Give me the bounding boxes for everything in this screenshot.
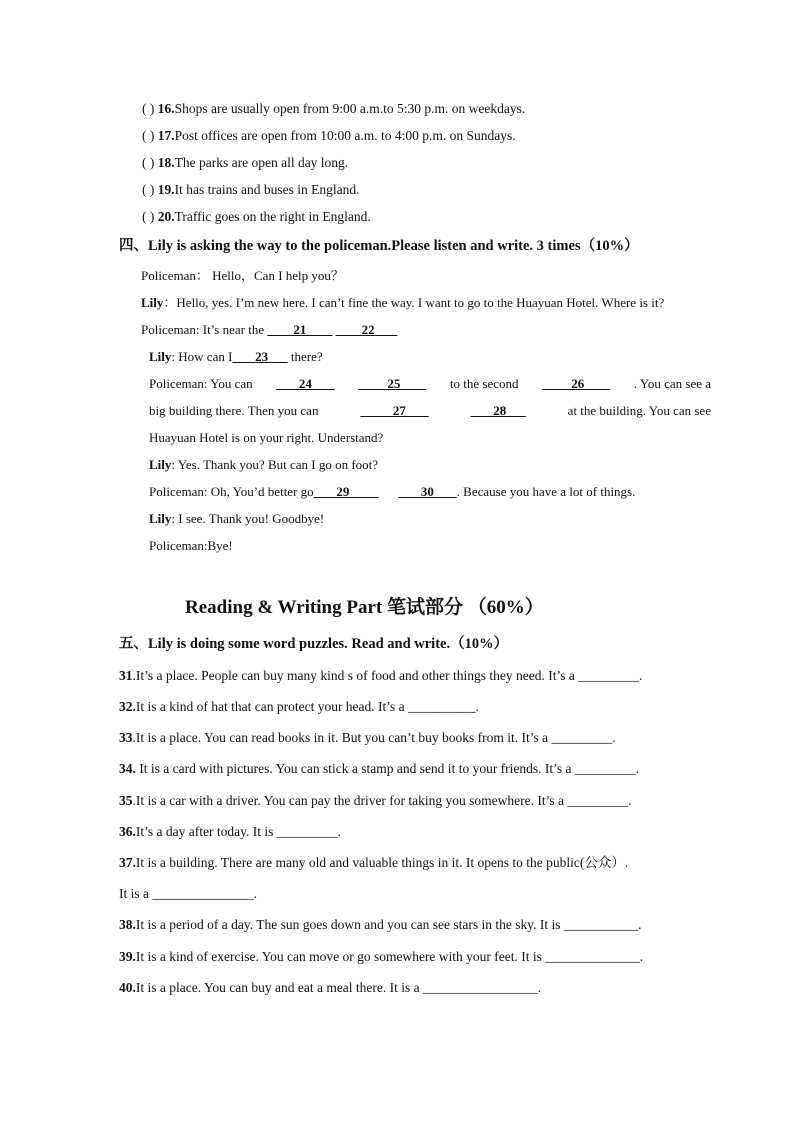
dialogue-line-9	[149, 483, 635, 501]
blank-25[interactable]	[358, 375, 426, 393]
dialogue-text: . Because you have a lot of things.	[456, 484, 636, 499]
blank-28[interactable]	[470, 402, 525, 420]
item-text[interactable]: .It is a place. You can read books in it. But you can’t buy books from it. It’s a _________.	[132, 730, 616, 745]
dialogue-line-2	[141, 294, 664, 312]
puzzle-item-38	[119, 916, 642, 934]
answer-parens[interactable]: ( )	[142, 182, 155, 197]
dialogue-line-8	[149, 456, 378, 474]
dialogue-line-5	[149, 375, 711, 393]
blank-26[interactable]	[542, 375, 610, 393]
blank-number: 25	[387, 376, 401, 391]
section-5-heading: 五、Lily is doing some word puzzles. Read and write.（10%）	[119, 636, 509, 652]
tf-item-17	[142, 127, 516, 145]
puzzle-item-39	[119, 948, 643, 966]
dialogue-text: Policeman: You can	[149, 376, 253, 391]
part-title: Reading & Writing Part 笔试部分 （60%）	[185, 597, 544, 618]
puzzle-item-35	[119, 792, 632, 810]
tf-item-20	[142, 208, 371, 226]
dialogue-line-4	[149, 348, 323, 366]
puzzle-item-34	[119, 760, 639, 778]
blank-27[interactable]	[360, 402, 428, 420]
item-text[interactable]: It is a _______________.	[119, 886, 257, 901]
tf-item-16	[142, 100, 525, 118]
item-text: Shops are usually open from 9:00 a.m.to 5:30 p.m. on weekdays.	[174, 101, 526, 116]
blank-21[interactable]	[267, 322, 332, 337]
speaker-lily: Lily	[141, 295, 164, 310]
answer-parens[interactable]: ( )	[142, 209, 155, 224]
speaker-lily: Lily	[149, 457, 172, 472]
item-text[interactable]: .It is a car with a driver. You can pay the driver for taking you somewhere. It’s a _________.	[132, 793, 632, 808]
item-text: Traffic goes on the right in England.	[174, 209, 371, 224]
dialogue-text: : Yes. Thank you? But can I go on foot?	[171, 457, 379, 472]
dialogue-line-7: Huayuan Hotel is on your right. Understand?	[149, 430, 384, 445]
item-text[interactable]: It’s a day after today. It is _________.	[135, 824, 341, 839]
speaker-lily: Lily	[149, 349, 172, 364]
dialogue-line-11: Policeman:Bye!	[149, 538, 233, 553]
puzzle-item-32	[119, 698, 479, 716]
blank-number: 21	[293, 322, 307, 337]
blank-29[interactable]	[314, 484, 379, 499]
blank-number: 29	[336, 484, 350, 499]
dialogue-text: big building there. Then you can	[149, 403, 319, 418]
dialogue-text: to the second	[449, 376, 519, 391]
item-text[interactable]: It is a period of a day. The sun goes down and you can see stars in the sky. It is ___________.	[135, 917, 642, 932]
dialogue-text: : I see. Thank you! Goodbye!	[171, 511, 325, 526]
item-text[interactable]: It is a kind of hat that can protect your head. It’s a __________.	[135, 699, 479, 714]
dialogue-text: Policeman: It’s near the	[141, 322, 268, 337]
item-text[interactable]: .It’s a place. People can buy many kind s of food and other things they need. It’s a _________.	[132, 668, 643, 683]
blank-number: 26	[571, 376, 585, 391]
item-text[interactable]: It is a kind of exercise. You can move or go somewhere with your feet. It is ______________.	[135, 949, 644, 964]
item-number: 33	[119, 730, 133, 745]
blank-number: 27	[392, 403, 406, 418]
dialogue-text: there?	[290, 349, 323, 364]
puzzle-item-37	[119, 854, 628, 872]
puzzle-item-33	[119, 729, 616, 747]
section-4-heading: 四、Lily is asking the way to the policeman.Please listen and write. 3 times（10%）	[119, 238, 639, 254]
item-number: 40.	[119, 980, 136, 995]
dialogue-line-1: Policeman： Hello，Can I help you？	[141, 268, 344, 283]
item-number: 38.	[119, 917, 136, 932]
puzzle-item-36	[119, 823, 341, 841]
tf-item-18	[142, 154, 348, 172]
item-text: The parks are open all day long.	[174, 155, 349, 170]
item-text: Post offices are open from 10:00 a.m. to 4:00 p.m. on Sundays.	[174, 128, 516, 143]
answer-parens[interactable]: ( )	[142, 155, 155, 170]
speaker-lily: Lily	[149, 511, 172, 526]
item-number: 32.	[119, 699, 136, 714]
item-number: 19.	[157, 182, 175, 197]
dialogue-text: at the building. You can see	[567, 403, 711, 418]
tf-item-19	[142, 181, 359, 199]
blank-23[interactable]	[232, 349, 287, 364]
item-number: 34.	[119, 761, 136, 776]
item-text[interactable]: It is a card with pictures. You can stick a stamp and send it to your friends. It’s a _________.	[135, 761, 640, 776]
blank-number: 22	[361, 322, 375, 337]
item-text[interactable]: It is a place. You can buy and eat a meal there. It is a _________________.	[135, 980, 542, 995]
dialogue-line-10	[149, 510, 324, 528]
dialogue-text: ：Hello, yes. I’m new here. I can’t fine the way. I want to go to the Huayuan Hotel. Where is it?	[163, 295, 665, 310]
dialogue-line-3	[141, 321, 397, 339]
answer-parens[interactable]: ( )	[142, 128, 155, 143]
item-number: 37.	[119, 855, 136, 870]
item-number: 35	[119, 793, 133, 808]
item-number: 20.	[157, 209, 175, 224]
item-number: 17.	[157, 128, 175, 143]
dialogue-text: . You can see a	[633, 376, 711, 391]
puzzle-item-40	[119, 979, 541, 997]
blank-24[interactable]	[276, 375, 335, 393]
blank-number: 28	[493, 403, 507, 418]
blank-number: 30	[420, 484, 434, 499]
blank-number: 24	[298, 376, 312, 391]
blank-number: 23	[255, 349, 269, 364]
item-number: 36.	[119, 824, 136, 839]
blank-22[interactable]	[336, 322, 398, 337]
item-text: It has trains and buses in England.	[174, 182, 360, 197]
dialogue-text: : How can I	[171, 349, 233, 364]
dialogue-line-6	[149, 402, 711, 420]
item-number: 16.	[157, 101, 175, 116]
item-text: It is a building. There are many old and valuable things in it. It opens to the public(公众）.	[135, 855, 629, 870]
puzzle-item-31	[119, 667, 642, 685]
item-number: 31	[119, 668, 133, 683]
blank-30[interactable]	[398, 484, 457, 499]
puzzle-item-37-answer	[119, 885, 257, 903]
dialogue-text: Policeman: Oh, You’d better go	[149, 484, 314, 499]
answer-parens[interactable]: ( )	[142, 101, 155, 116]
item-number: 18.	[157, 155, 175, 170]
item-number: 39.	[119, 949, 136, 964]
